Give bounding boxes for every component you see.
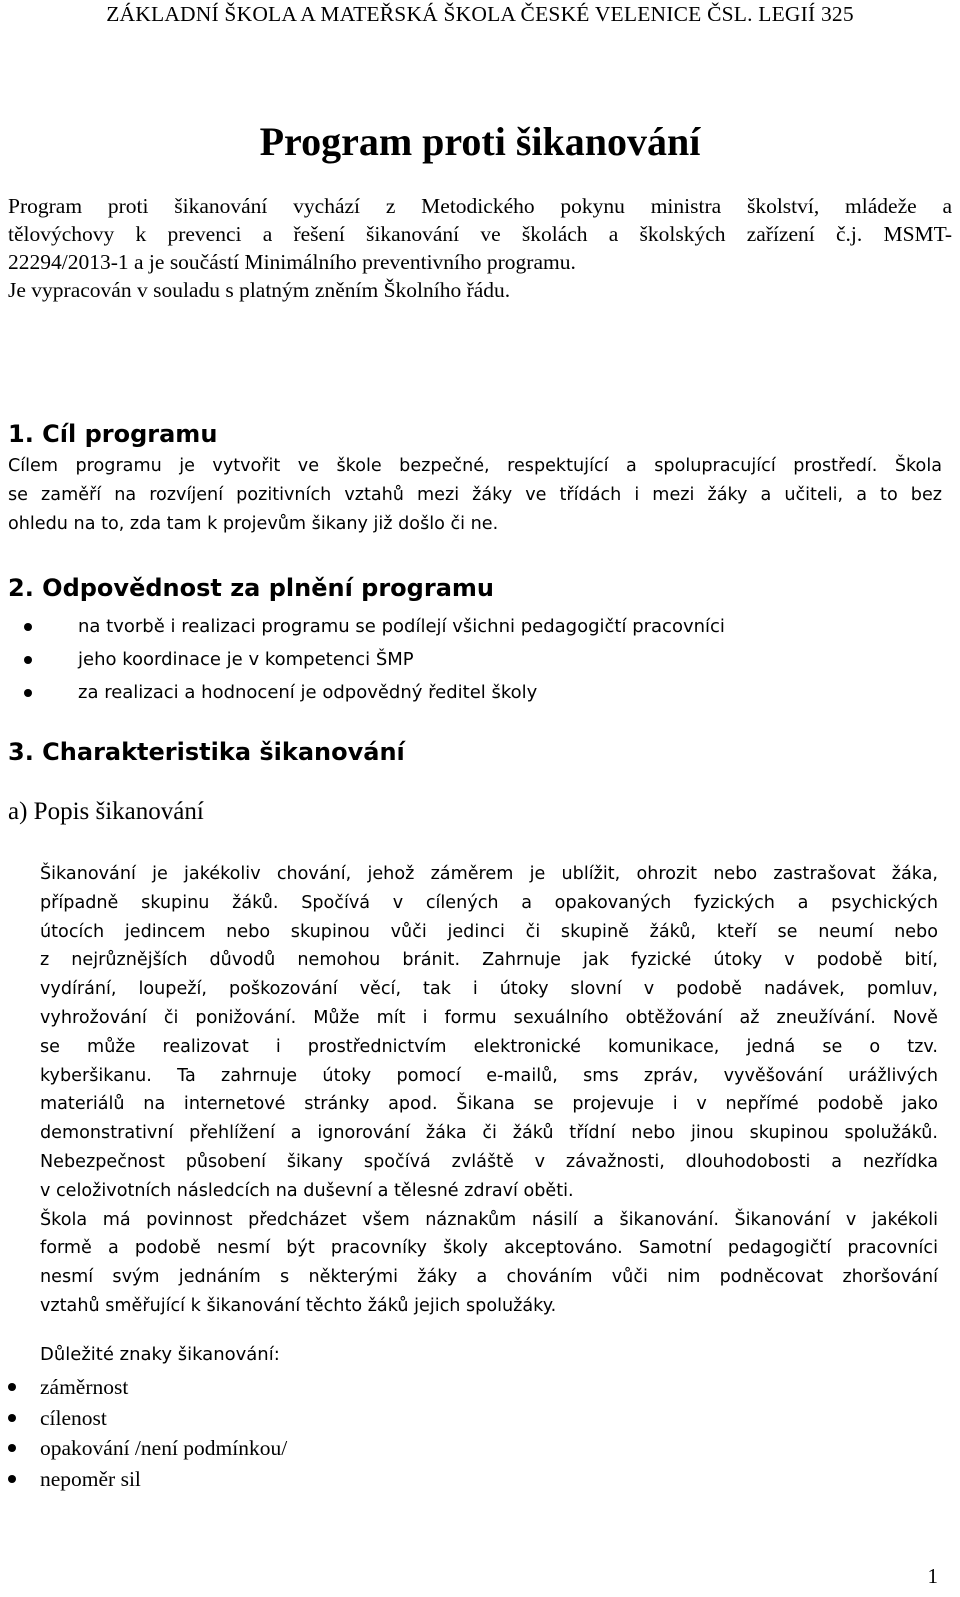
paragraph-line: z nejrůznějších důvodů nemohou bránit. Zahrnuje jak fyzické útoky v podobě bití, xyxy=(40,950,938,971)
intro-paragraph xyxy=(8,192,952,304)
section-1-line: se zaměří na rozvíjení pozitivních vztahů mezi žáky ve třídách i mezi žáky a učiteli, a to bez xyxy=(8,484,942,505)
paragraph-line: vztahů směřující k šikanování těchto žáků jejich spolužáky. xyxy=(40,1295,557,1316)
paragraph-line: vydírání, loupeží, poškozování věcí, tak i útoky slovní v podobě nadávek, pomluv, xyxy=(40,979,938,1000)
paragraph-line: Šikanování je jakékoliv chování, jehož záměrem je ublížit, ohrozit nebo zastrašovat žáka, xyxy=(40,864,938,884)
paragraph-line: kyberšikanu. Ta zahrnuje útoky pomocí e-mailů, sms zpráv, vyvěšování urážlivých xyxy=(40,1065,938,1086)
section-1-line: Cílem programu je vytvořit ve škole bezpečné, respektující a spolupracující prostředí. Škola xyxy=(8,456,942,476)
paragraph-line: se může realizovat i prostřednictvím elektronické komunikace, jedná se o tzv. xyxy=(40,1036,938,1057)
list-item: opakování /není podmínkou/ xyxy=(8,1433,287,1464)
list-item: za realizaci a hodnocení je odpovědný ředitel školy xyxy=(8,676,725,709)
paragraph-line: demonstrativní přehlížení a ignorování žáka či žáků třídní nebo jinou skupinou spolužáků. xyxy=(40,1123,938,1144)
list-item: záměrnost xyxy=(8,1372,287,1403)
signs-list xyxy=(8,1372,287,1494)
section-3-heading: 3. Charakteristika šikanování xyxy=(8,738,405,766)
paragraph-line: v celoživotních následcích na duševní a tělesné zdraví oběti. xyxy=(40,1180,574,1201)
page-title: Program proti šikanování xyxy=(259,119,701,164)
bullying-description xyxy=(40,860,938,1321)
paragraph-line: nesmí svým jednáním s některými žáky a chováním vůči nim podněcovat zhoršování xyxy=(40,1267,938,1288)
section-1-heading: 1. Cíl programu xyxy=(8,420,218,448)
section-1-text xyxy=(8,452,942,538)
page-number: 1 xyxy=(927,1564,938,1588)
signs-heading: Důležité znaky šikanování: xyxy=(40,1344,280,1365)
intro-line: tělovýchovy k prevenci a řešení šikanování ve školách a školských zařízení č.j. MSMT- xyxy=(8,222,952,246)
list-item: nepoměr sil xyxy=(8,1464,287,1495)
paragraph-line: vyhrožování či ponižování. Může mít i formu sexuálního obtěžování až zneužívání. Nově xyxy=(40,1007,938,1028)
list-item: na tvorbě i realizaci programu se podílejí všichni pedagogičtí pracovníci xyxy=(8,610,725,643)
section-1-line: ohledu na to, zda tam k projevům šikany již došlo či ne. xyxy=(8,513,499,534)
intro-line: Je vypracován v souladu s platným zněním Školního řádu. xyxy=(8,278,511,302)
section-2-heading: 2. Odpovědnost za plnění programu xyxy=(8,574,494,602)
paragraph-line: případně skupinu žáků. Spočívá v cílených a opakovaných fyzických a psychických xyxy=(40,892,938,913)
school-header: ZÁKLADNÍ ŠKOLA A MATEŘSKÁ ŠKOLA ČESKÉ VELENICE ČSL. LEGIÍ 325 xyxy=(106,2,854,26)
paragraph-line: Nebezpečnost působení šikany spočívá zvláště v závažnosti, dlouhodobosti a nezřídka xyxy=(40,1151,938,1172)
intro-line: Program proti šikanování vychází z Metodického pokynu ministra školství, mládeže a xyxy=(8,194,952,218)
paragraph-line: Škola má povinnost předcházet všem náznakům násilí a šikanování. Šikanování v jakékoli xyxy=(40,1209,938,1230)
paragraph-line: materiálů na internetové stránky apod. Šikana se projevuje i v nepřímé podobě jako xyxy=(40,1094,938,1115)
subsection-heading: a) Popis šikanování xyxy=(8,798,204,825)
responsibility-list xyxy=(8,610,725,709)
paragraph-line: útocích jedincem nebo skupinou vůči jedinci či skupině žáků, kteří se neumí nebo xyxy=(40,921,938,942)
paragraph-line: formě a podobě nesmí být pracovníky školy akceptováno. Samotní pedagogičtí pracovníci xyxy=(40,1238,938,1259)
list-item: jeho koordinace je v kompetenci ŠMP xyxy=(8,643,725,676)
intro-line: 22294/2013-1 a je součástí Minimálního preventivního programu. xyxy=(8,250,576,274)
list-item: cílenost xyxy=(8,1403,287,1434)
